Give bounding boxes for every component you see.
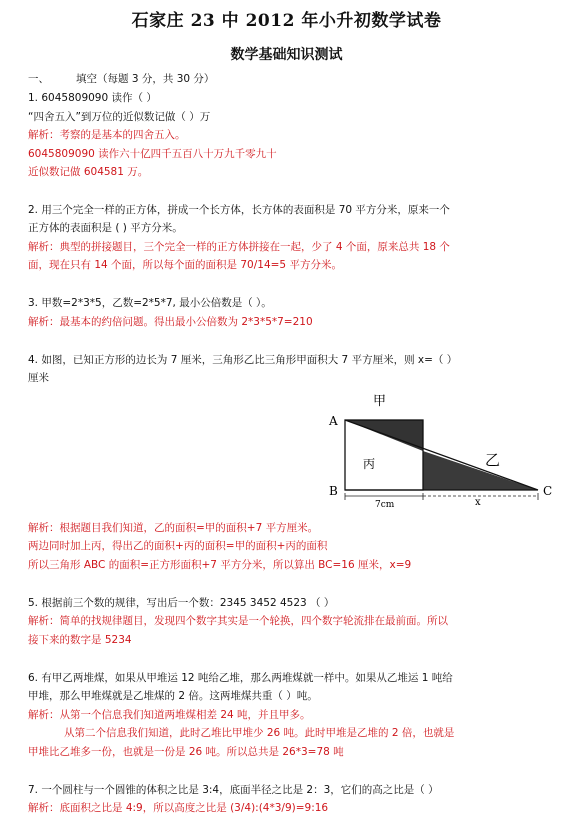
q5-answer-2: 接下来的数字是 5234 — [28, 634, 132, 646]
label-c: C — [543, 484, 553, 498]
q1-answer-3: 近似数记做 604581 万。 — [28, 166, 149, 178]
label-b: B — [329, 484, 338, 498]
document-title: 石家庄 23 中 2012 年小升初数学试卷 — [131, 11, 442, 31]
q4-answer-1: 解析：根据题目我们知道，乙的面积=甲的面积+7 平方厘米。 — [28, 522, 319, 534]
q5-line1: 5. 根据前三个数的规律，写出后一个数：2345 3452 4523 （ ） — [28, 597, 335, 609]
geometry-figure — [325, 393, 563, 511]
section-number: 一、 — [28, 73, 49, 85]
q2-line1: 2. 用三个完全一样的正方体，拼成一个长方体，长方体的表面积是 70 平方分米，原来一个 — [28, 204, 450, 216]
q5-answer-1: 解析：简单的找规律题目，发现四个数字其实是一个轮换，四个数字轮流排在最前面。所以 — [28, 615, 448, 627]
label-yi: 乙 — [485, 451, 501, 469]
label-a: A — [329, 414, 338, 428]
q4-line1: 4. 如图，已知正方形的边长为 7 厘米，三角形乙比三角形甲面积大 7 平方厘米，则 x=（ ） — [28, 354, 458, 366]
q1-answer-2: 6045809090 读作六十亿四千五百八十万九千零九十 — [28, 148, 277, 160]
label-bing: 丙 — [363, 457, 376, 471]
q1-answer-1: 解析：考察的是基本的四舍五入。 — [28, 129, 186, 141]
q4-line2: 厘米 — [28, 372, 49, 384]
section-heading: 填空（每题 3 分，共 30 分） — [76, 73, 215, 85]
q2-answer-2: 面，现在只有 14 个面，所以每个面的面积是 70/14=5 平方分米。 — [28, 259, 342, 271]
label-7cm: 7cm — [375, 500, 395, 510]
q7-line1: 7. 一个圆柱与一个圆锥的体积之比是 3:4，底面半径之比是 2：3，它们的高之比是（ ） — [28, 784, 439, 796]
q1-line1: 1. 6045809090 读作（ ） — [28, 92, 157, 104]
q1-line2: “四舍五入”到万位的近似数记做（ ）万 — [28, 111, 211, 123]
q6-answer-2: 从第二个信息我们知道，此时乙堆比甲堆少 26 吨。此时甲堆是乙堆的 2 倍，也就是 — [64, 727, 455, 739]
q4-answer-2: 两边同时加上丙，得出乙的面积+丙的面积=甲的面积+丙的面积 — [28, 540, 328, 552]
q3-answer-1: 解析：最基本的约倍问题。得出最小公倍数为 2*3*5*7=210 — [28, 316, 313, 328]
q3-line1: 3. 甲数=2*3*5，乙数=2*5*7, 最小公倍数是（ ）。 — [28, 297, 272, 309]
q6-line2: 甲堆，那么甲堆煤就是乙堆煤的 2 倍。这两堆煤共重（ ）吨。 — [28, 690, 318, 702]
q7-answer-1: 解析：底面积之比是 4:9，所以高度之比是 (3/4):(4*3/9)=9:16 — [28, 802, 329, 814]
q6-answer-1: 解析：从第一个信息我们知道两堆煤相差 24 吨，并且甲多。 — [28, 709, 311, 721]
label-jia: 甲 — [373, 394, 387, 409]
q6-line1: 6. 有甲乙两堆煤，如果从甲堆运 12 吨给乙堆，那么两堆煤就一样中。如果从乙堆运 1 吨给 — [28, 672, 453, 684]
q2-answer-1: 解析：典型的拼接题目，三个完全一样的正方体拼接在一起，少了 4 个面，原来总共 18 个 — [28, 241, 450, 253]
q4-answer-3: 所以三角形 ABC 的面积=正方形面积+7 平方分米，所以算出 BC=16 厘米，x=9 — [28, 559, 412, 571]
document-subtitle: 数学基础知识测试 — [230, 47, 343, 63]
q6-answer-3: 甲堆比乙堆多一份，也就是一份是 26 吨。所以总共是 26*3=78 吨 — [28, 746, 344, 758]
q2-line2: 正方体的表面积是 ( ) 平方分米。 — [28, 222, 183, 234]
label-x: x — [475, 497, 481, 508]
